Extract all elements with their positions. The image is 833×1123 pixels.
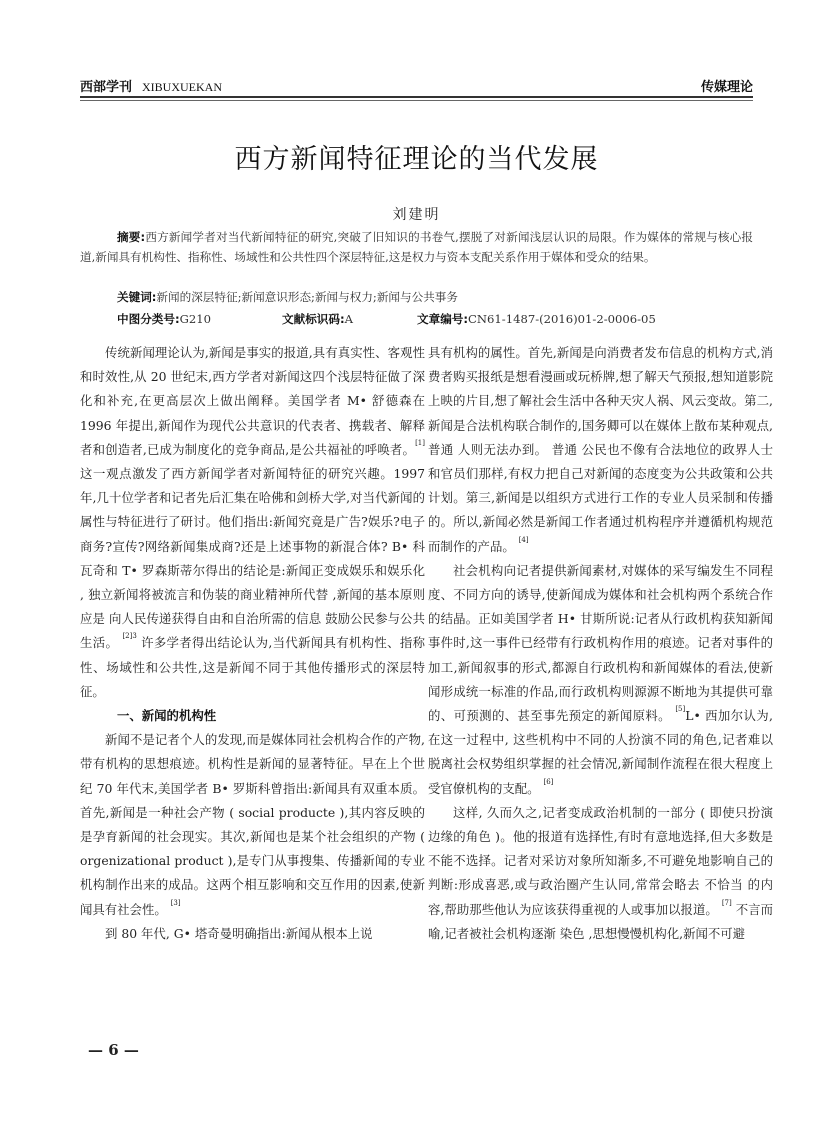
paragraph	[428, 341, 773, 559]
article-no-label: 文章编号:	[417, 312, 469, 326]
article-author: 刘建明	[392, 207, 441, 223]
citation[interactable]: [2]3	[122, 632, 137, 641]
left-column	[80, 341, 425, 946]
keywords	[117, 289, 458, 305]
paragraph-text: 社会机构向记者提供新闻素材,对媒体的采写编发生不同程度、不同方向的诱导,使新闻成为媒体和社会机构两个系统合作的结晶。正如美国学者 H• 甘斯所说:记者从行政机构获知新闻事件时,这一事件已经带有行政机构作用的痕迹。记者对事件的加工,新闻叙事的形式,都源自行政机构和新闻媒体的看法,使新闻形成统一标准的作品,而行政机构则源源不断地为其提供可靠的、可预测的、甚至事先预定的新闻原料。	[428, 562, 773, 724]
citation[interactable]: [5]	[675, 705, 686, 714]
paragraph	[80, 341, 425, 704]
section-label: 传媒理论	[700, 80, 753, 95]
paragraph-text: 这一观点激发了西方新闻学者对新闻特征的研究兴趣。1997 年,几十位学者和记者先后汇集在哈佛和剑桥大学,对当代新闻的属性与特征进行了研讨。他们指出:新闻究竟是广告?娱乐?电子商务?宣传?网络新闻集成商?还是上述事物的新混合体? B• 科瓦奇和 T• 罗森斯蒂尔得出的结论是:新闻正变成娱乐和娱乐化 , 独立新闻将被流言和伪装的商业精神所代替 ,新闻的基本原则应是 向人民传递获得自由和自治所需的信息 鼓励公民参与公共生活。	[80, 466, 425, 651]
section-heading: 一、新闻的机构性	[117, 708, 217, 724]
doc-code-label: 文献标识码:	[282, 312, 345, 326]
citation[interactable]: [3]	[170, 898, 181, 907]
header-rule-thick	[80, 96, 753, 98]
paragraph-text: L• 西加尔认为,在这一过程中, 这些机构中不同的人扮演不同的角色,记者难以脱离社会权势组织掌握的社会情况,新闻制作流程在很大程度上受官僚机构的支配。	[428, 708, 774, 796]
journal-name-en: XIBUXUEKAN	[142, 80, 223, 94]
abstract-label: 摘要:	[117, 230, 146, 244]
clc-label: 中图分类号:	[117, 312, 180, 326]
citation[interactable]: [6]	[543, 777, 554, 786]
article-title: 西方新闻特征理论的当代发展	[234, 144, 599, 175]
paragraph-text: 不言而喻,记者被社会机构逐渐 染色 ,思想慢慢机构化,新闻不可避	[428, 901, 773, 941]
paragraph-text: 许多学者得出结论认为,当代新闻具有机构性、指称性、场域性和公共性,这是新闻不同于其他传播形式的深层特征。	[80, 635, 425, 699]
journal-name-cn: 西部学刊	[80, 80, 133, 95]
paragraph-text: 具有机构的属性。首先,新闻是向消费者发布信息的机构方式,消费者购买报纸是想看漫画或玩桥牌,想了解天气预报,想知道影院上映的片目,想了解社会生活中各种天灾人祸、风云变故。第二,新闻是合法机构联合制作的,国务卿可以在媒体上散布某种观点, 普通 人则无法办到。 普通 公民也不像有合法地位的政界人士和官员们那样,有权力把自己对新闻的态度变为公共政策和公共计划。第三,新闻是以组织方式进行工作的专业人员采制和传播的。所以,新闻必然是新闻工作者通过机构程序并遵循机构规范而制作的产品。	[428, 345, 773, 554]
doc-code-value: A	[344, 312, 353, 326]
document-code	[282, 311, 353, 327]
paragraph-text: 这样, 久而久之,记者变成政治机制的一部分 ( 即使只扮演边缘的角色 )。他的报道有选择性,有时有意地选择,但大多数是不能不选择。记者对采访对象所知渐多,不可避免地影响自己的判断:形成喜恶,或与政治圈产生认同,常常会略去 不恰当 的内容,帮助那些他认为应该获得重视的人或事加以报道。	[428, 804, 773, 917]
header-rule-thin	[80, 100, 753, 101]
paragraph	[428, 559, 773, 801]
page-number: — 6 —	[88, 1041, 139, 1059]
keywords-label: 关键词:	[117, 290, 157, 304]
journal-name	[80, 76, 222, 95]
paragraph-text: 新闻不是记者个人的发现,而是媒体同社会机构合作的产物,带有机构的思想痕迹。机构性是新闻的显著特征。早在上个世纪 70 年代末,美国学者 B• 罗斯科曾指出:新闻具有双重本质。首先,新闻是一种社会产物 ( social producte ),其内容反映的是孕育新闻的社会现实。其次,新闻也是某个社会组织的产物 ( orgenizational product ),是专门从事搜集、传播新闻的专业机构制作出来的成品。这两个相互影响和交互作用的因素,使新闻具有社会性。	[80, 732, 425, 917]
article-no-value: CN61-1487-(2016)01-2-0006-05	[468, 312, 656, 326]
paragraph-text: 传统新闻理论认为,新闻是事实的报道,具有真实性、客观性和时效性,从 20 世纪末,西方学者对新闻这四个浅层特征做了深化和补充,在更高层次上做出阐释。美国学者 M• 舒德森在 1996 年提出,新闻作为现代公共意识的代表者、携载者、解释者和创造者,已成为制度化的竞争商品,是公共福祉的呼唤者。	[80, 345, 425, 457]
citation[interactable]: [7]	[721, 898, 732, 907]
abstract	[80, 227, 753, 267]
running-header	[80, 76, 753, 94]
article-number	[417, 311, 656, 327]
paragraph: 到 80 年代, G• 塔奇曼明确指出:新闻从根本上说	[105, 925, 373, 941]
paragraph	[428, 801, 773, 946]
clc-value: G210	[179, 312, 211, 326]
right-column	[428, 341, 773, 946]
keywords-text: 新闻的深层特征;新闻意识形态;新闻与权力;新闻与公共事务	[156, 290, 458, 304]
paragraph	[80, 728, 425, 922]
citation[interactable]: [1]	[415, 438, 425, 447]
clc-number	[117, 311, 211, 327]
citation[interactable]: [4]	[518, 535, 529, 544]
abstract-text: 西方新闻学者对当代新闻特征的研究,突破了旧知识的书卷气,摆脱了对新闻浅层认识的局限。作为媒体的常规与核心报道,新闻具有机构性、指称性、场域性和公共性四个深层特征,这是权力与资本支配关系作用于媒体和受众的结果。	[80, 230, 753, 264]
